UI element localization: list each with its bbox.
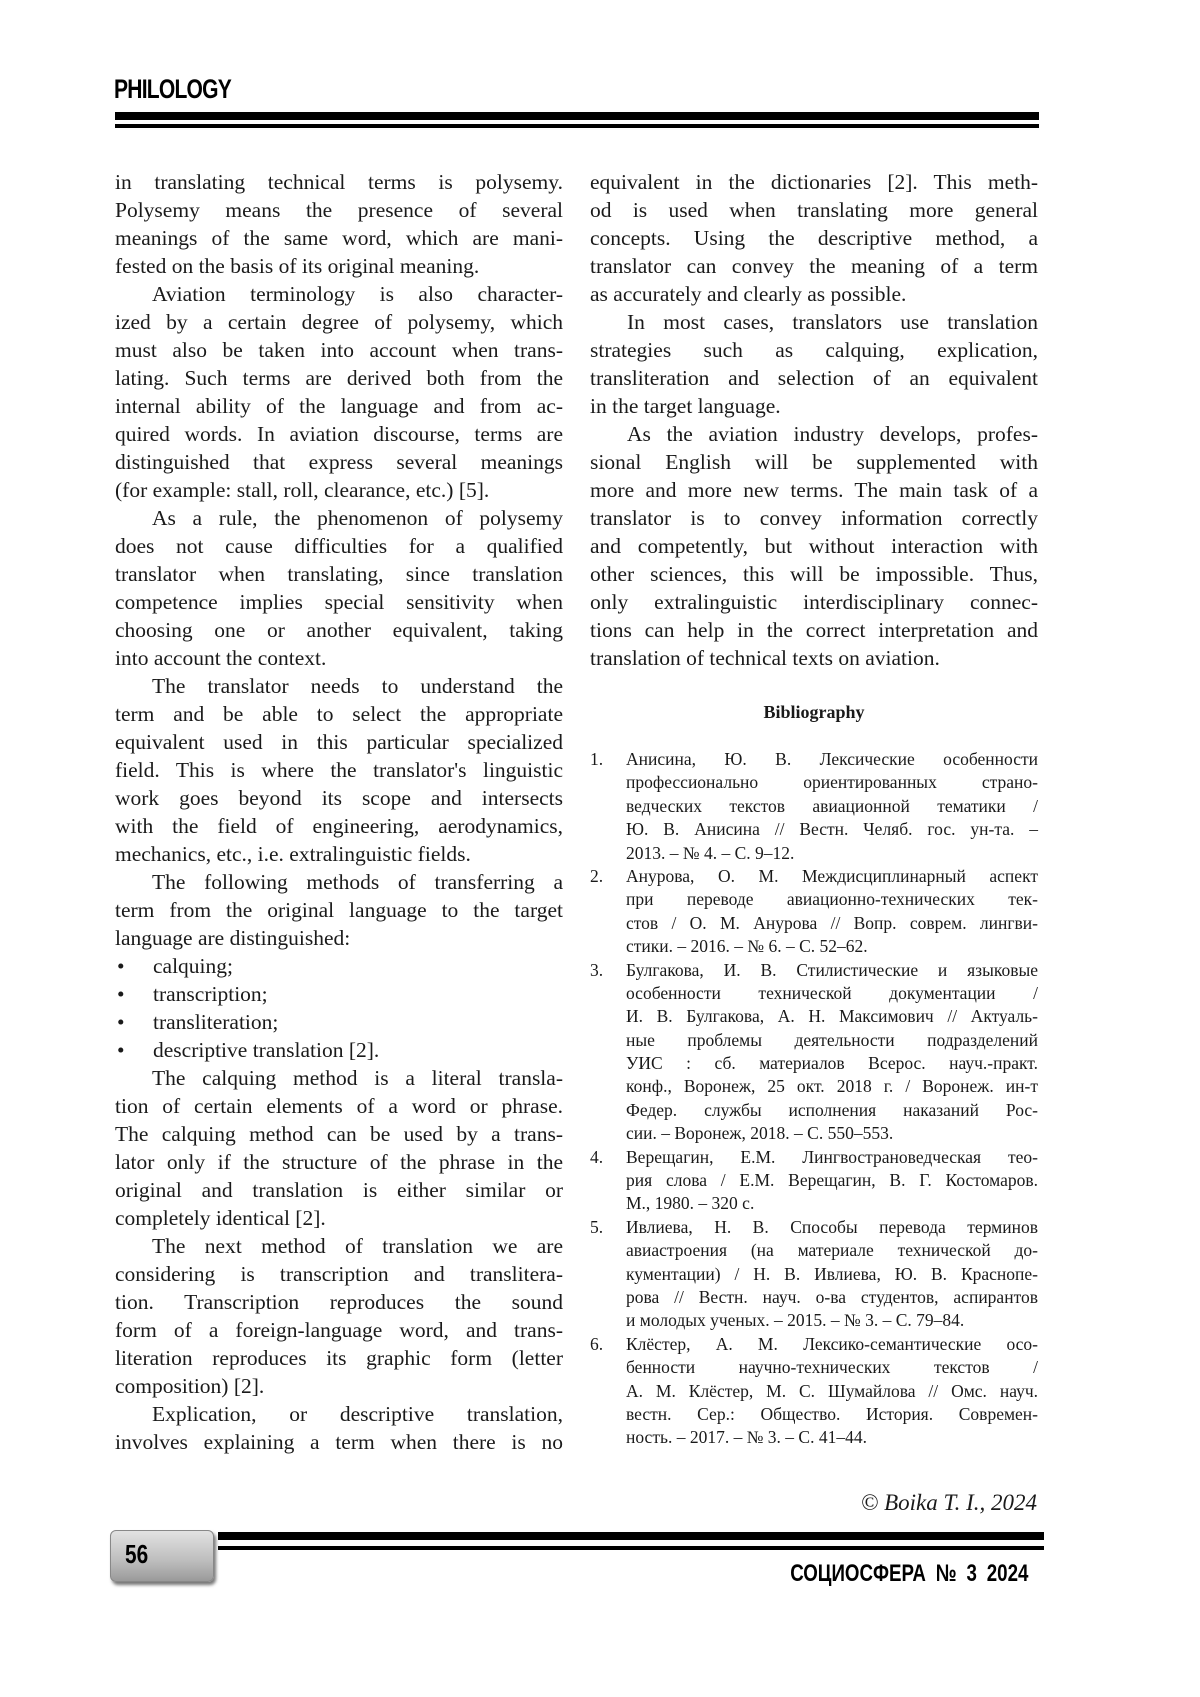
text-line: авиастроения (на материале технической до- bbox=[626, 1239, 1038, 1262]
bibliography-list bbox=[590, 748, 1038, 1450]
text-line: In most cases, translators use translation bbox=[590, 308, 1038, 336]
text-line: Булгакова, И. В. Стилистические и языковые bbox=[626, 959, 1038, 982]
bullet-icon: • bbox=[115, 980, 153, 1008]
text-line: translator can convey the meaning of a term bbox=[590, 252, 1038, 280]
text-line: Анурова, О. М. Междисциплинарный аспект bbox=[626, 865, 1038, 888]
text-line: As the aviation industry develops, profes- bbox=[590, 420, 1038, 448]
paragraph bbox=[590, 420, 1038, 672]
text-line: tion. Transcription reproduces the sound bbox=[115, 1288, 563, 1316]
bibliography-number: 6. bbox=[590, 1333, 626, 1450]
page-number: 56 bbox=[125, 1539, 148, 1570]
text-line: considering is transcription and translitera- bbox=[115, 1260, 563, 1288]
text-line: concepts. Using the descriptive method, a bbox=[590, 224, 1038, 252]
page-number-badge bbox=[110, 1530, 214, 1582]
text-line: involves explaining a term when there is no bbox=[115, 1428, 563, 1456]
bibliography-number: 2. bbox=[590, 865, 626, 959]
text-line: The translator needs to understand the bbox=[115, 672, 563, 700]
paragraph bbox=[590, 168, 1038, 308]
text-line: mechanics, etc., i.e. extralinguistic fields. bbox=[115, 840, 563, 868]
copyright: © Boika T. I., 2024 bbox=[861, 1490, 1037, 1516]
paragraph bbox=[115, 280, 563, 504]
text-line: sional English will be supplemented with bbox=[590, 448, 1038, 476]
text-line: Explication, or descriptive translation, bbox=[115, 1400, 563, 1428]
text-line: особенности технической документации / bbox=[626, 982, 1038, 1005]
paragraph bbox=[115, 868, 563, 952]
text-line: А. М. Клёстер, М. С. Шумайлова // Омс. науч. bbox=[626, 1380, 1038, 1403]
text-line: Клёстер, А. М. Лексико-семантические осо- bbox=[626, 1333, 1038, 1356]
bibliography-item bbox=[590, 1333, 1038, 1450]
text-line: стов / О. М. Анурова // Вопр. соврем. лингви- bbox=[626, 912, 1038, 935]
bibliography-number: 3. bbox=[590, 959, 626, 1146]
text-line: Федер. службы исполнения наказаний Рос- bbox=[626, 1099, 1038, 1122]
text-line: кументации) / Н. В. Ивлиева, Ю. В. Краснопе- bbox=[626, 1263, 1038, 1286]
paragraph bbox=[115, 168, 563, 280]
text-line: internal ability of the language and from ac- bbox=[115, 392, 563, 420]
text-line: field. This is where the translator's linguistic bbox=[115, 756, 563, 784]
left-column bbox=[115, 168, 563, 1456]
method-list bbox=[115, 952, 563, 1064]
text-line: translator is to convey information correctly bbox=[590, 504, 1038, 532]
text-line: Анисина, Ю. В. Лексические особенности bbox=[626, 748, 1038, 771]
list-item-text: transliteration; bbox=[153, 1008, 278, 1036]
text-line: translation of technical texts on aviation. bbox=[590, 644, 1038, 672]
text-line: конф., Воронеж, 25 окт. 2018 г. / Воронеж. ин-т bbox=[626, 1075, 1038, 1098]
bibliography-item bbox=[590, 748, 1038, 865]
text-line: The next method of translation we are bbox=[115, 1232, 563, 1260]
text-line: into account the context. bbox=[115, 644, 563, 672]
text-line: transliteration and selection of an equivalent bbox=[590, 364, 1038, 392]
text-line: Ивлиева, Н. В. Способы перевода терминов bbox=[626, 1216, 1038, 1239]
list-item-text: transcription; bbox=[153, 980, 268, 1008]
text-line: term and be able to select the appropriate bbox=[115, 700, 563, 728]
left-paragraphs bbox=[115, 168, 563, 952]
paragraph bbox=[115, 504, 563, 672]
text-line: УИС : сб. материалов Всерос. науч.-практ. bbox=[626, 1052, 1038, 1075]
bibliography-item bbox=[590, 1216, 1038, 1333]
bullet-icon: • bbox=[115, 952, 153, 980]
text-line: при переводе авиационно-технических тек- bbox=[626, 888, 1038, 911]
bibliography-item bbox=[590, 959, 1038, 1146]
list-item-text: calquing; bbox=[153, 952, 233, 980]
list-item bbox=[115, 952, 563, 980]
bibliography-entry bbox=[626, 748, 1038, 865]
text-line: only extralinguistic interdisciplinary connec- bbox=[590, 588, 1038, 616]
text-line: original and translation is either similar or bbox=[115, 1176, 563, 1204]
header-rule-thin bbox=[115, 124, 1039, 128]
text-line: 2013. – № 4. – С. 9–12. bbox=[626, 842, 1038, 865]
bibliography-number: 4. bbox=[590, 1146, 626, 1216]
text-line: Верещагин, Е.М. Лингвострановедческая тео- bbox=[626, 1146, 1038, 1169]
bibliography-number: 5. bbox=[590, 1216, 626, 1333]
text-line: lator only if the structure of the phrase in the bbox=[115, 1148, 563, 1176]
journal-title: СОЦИОСФЕРА № 3 2024 bbox=[790, 1560, 1028, 1588]
paragraph bbox=[115, 672, 563, 868]
bibliography-number: 1. bbox=[590, 748, 626, 865]
text-line: рова // Вестн. науч. о-ва студентов, аспирантов bbox=[626, 1286, 1038, 1309]
list-item bbox=[115, 1008, 563, 1036]
text-line: М., 1980. – 320 с. bbox=[626, 1192, 1038, 1215]
text-line: (for example: stall, roll, clearance, etc.) [5]. bbox=[115, 476, 563, 504]
section-title: PHILOLOGY bbox=[114, 74, 231, 105]
text-line: As a rule, the phenomenon of polysemy bbox=[115, 504, 563, 532]
bibliography-title: Bibliography bbox=[590, 702, 1038, 723]
text-line: стики. – 2016. – № 6. – С. 52–62. bbox=[626, 935, 1038, 958]
left-paragraphs-continued bbox=[115, 1064, 563, 1456]
bibliography-entry bbox=[626, 1333, 1038, 1450]
text-line: вестн. Сер.: Общество. История. Современ- bbox=[626, 1403, 1038, 1426]
text-line: literation reproduces its graphic form (letter bbox=[115, 1344, 563, 1372]
paragraph bbox=[115, 1064, 563, 1232]
text-line: distinguished that express several meanings bbox=[115, 448, 563, 476]
list-item bbox=[115, 980, 563, 1008]
text-line: и молодых ученых. – 2015. – № 3. – С. 79–84. bbox=[626, 1309, 1038, 1332]
text-line: in translating technical terms is polysemy. bbox=[115, 168, 563, 196]
text-line: translator when translating, since translation bbox=[115, 560, 563, 588]
text-line: form of a foreign-language word, and trans- bbox=[115, 1316, 563, 1344]
bibliography-entry bbox=[626, 959, 1038, 1146]
right-column bbox=[590, 168, 1038, 672]
text-line: Polysemy means the presence of several bbox=[115, 196, 563, 224]
paragraph bbox=[115, 1400, 563, 1456]
text-line: quired words. In aviation discourse, terms are bbox=[115, 420, 563, 448]
text-line: The calquing method can be used by a trans- bbox=[115, 1120, 563, 1148]
bibliography-entry bbox=[626, 1216, 1038, 1333]
bibliography-item bbox=[590, 865, 1038, 959]
text-line: ведческих текстов авиационной тематики / bbox=[626, 795, 1038, 818]
text-line: must also be taken into account when trans- bbox=[115, 336, 563, 364]
text-line: strategies such as calquing, explication, bbox=[590, 336, 1038, 364]
bullet-icon: • bbox=[115, 1008, 153, 1036]
text-line: ные проблемы деятельности подразделений bbox=[626, 1029, 1038, 1052]
text-line: work goes beyond its scope and intersects bbox=[115, 784, 563, 812]
text-line: with the field of engineering, aerodynamics, bbox=[115, 812, 563, 840]
text-line: does not cause difficulties for a qualified bbox=[115, 532, 563, 560]
text-line: И. В. Булгакова, А. Н. Максимович // Актуаль- bbox=[626, 1005, 1038, 1028]
text-line: in the target language. bbox=[590, 392, 1038, 420]
bibliography-item bbox=[590, 1146, 1038, 1216]
text-line: tion of certain elements of a word or phrase. bbox=[115, 1092, 563, 1120]
text-line: equivalent used in this particular specialized bbox=[115, 728, 563, 756]
text-line: ность. – 2017. – № 3. – С. 41–44. bbox=[626, 1426, 1038, 1449]
text-line: Ю. В. Анисина // Вестн. Челяб. гос. ун-та. – bbox=[626, 818, 1038, 841]
header-rule-thick bbox=[115, 112, 1039, 120]
bullet-icon: • bbox=[115, 1036, 153, 1064]
text-line: The following methods of transferring a bbox=[115, 868, 563, 896]
text-line: composition) [2]. bbox=[115, 1372, 563, 1400]
text-line: choosing one or another equivalent, taking bbox=[115, 616, 563, 644]
text-line: ized by a certain degree of polysemy, which bbox=[115, 308, 563, 336]
right-paragraphs bbox=[590, 168, 1038, 672]
text-line: equivalent in the dictionaries [2]. This meth- bbox=[590, 168, 1038, 196]
paragraph bbox=[590, 308, 1038, 420]
list-item-text: descriptive translation [2]. bbox=[153, 1036, 379, 1064]
text-line: more and more new terms. The main task of a bbox=[590, 476, 1038, 504]
bibliography-entry bbox=[626, 865, 1038, 959]
text-line: and competently, but without interaction with bbox=[590, 532, 1038, 560]
text-line: completely identical [2]. bbox=[115, 1204, 563, 1232]
text-line: language are distinguished: bbox=[115, 924, 563, 952]
footer-rule-thin bbox=[218, 1546, 1044, 1550]
text-line: The calquing method is a literal transla- bbox=[115, 1064, 563, 1092]
text-line: бенности научно-технических текстов / bbox=[626, 1356, 1038, 1379]
text-line: other sciences, this will be impossible. Thus, bbox=[590, 560, 1038, 588]
footer-rule-thick bbox=[218, 1532, 1044, 1540]
text-line: рия слова / Е.М. Верещагин, В. Г. Костомаров. bbox=[626, 1169, 1038, 1192]
text-line: od is used when translating more general bbox=[590, 196, 1038, 224]
paragraph bbox=[115, 1232, 563, 1400]
text-line: competence implies special sensitivity when bbox=[115, 588, 563, 616]
text-line: профессионально ориентированных страно- bbox=[626, 771, 1038, 794]
text-line: meanings of the same word, which are mani- bbox=[115, 224, 563, 252]
text-line: fested on the basis of its original meaning. bbox=[115, 252, 563, 280]
text-line: term from the original language to the target bbox=[115, 896, 563, 924]
text-line: tions can help in the correct interpretation and bbox=[590, 616, 1038, 644]
text-line: lating. Such terms are derived both from the bbox=[115, 364, 563, 392]
text-line: сии. – Воронеж, 2018. – С. 550–553. bbox=[626, 1122, 1038, 1145]
list-item bbox=[115, 1036, 563, 1064]
bibliography-entry bbox=[626, 1146, 1038, 1216]
text-line: as accurately and clearly as possible. bbox=[590, 280, 1038, 308]
text-line: Aviation terminology is also character- bbox=[115, 280, 563, 308]
